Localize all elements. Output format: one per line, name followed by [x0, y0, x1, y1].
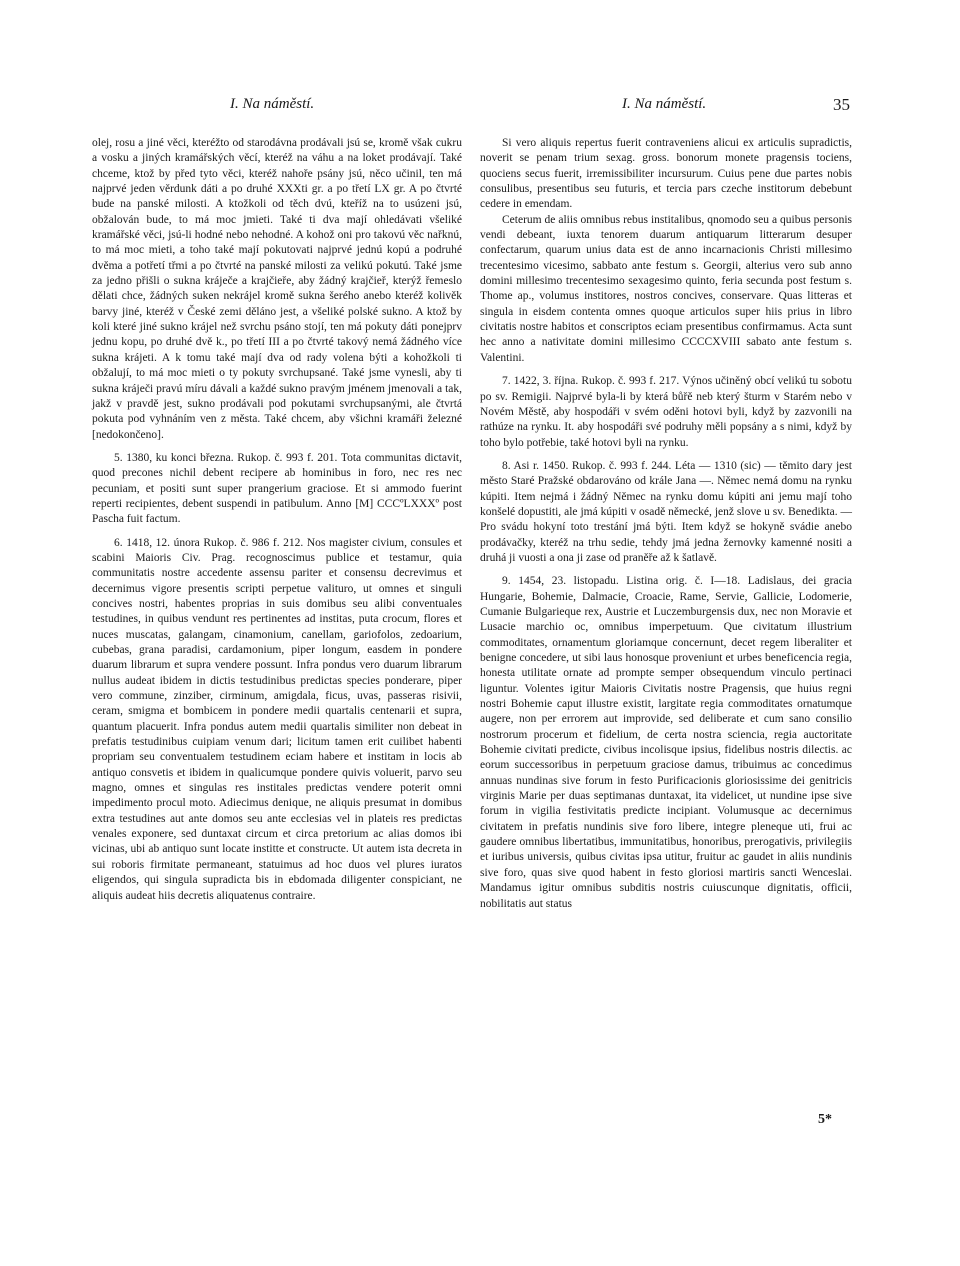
page-number: 35 — [833, 95, 850, 114]
left-column — [92, 136, 462, 904]
right-column — [480, 136, 852, 912]
entry-5: 5. 1380, ku konci března. Rukop. č. 993 f. 201. Tota communitas dictavit, quod precones nichil debent recipere ab hominibus in foro, nec res nec pecuniam, et positi sunt super prangerium graciose. Et si ammodo fuerint reperti recipientes, debent suspendi in patibulum. Anno [M] CCCºLXXXº post Pascha fuit factum. — [92, 451, 462, 526]
entry-6: 6. 1418, 12. února Rukop. č. 986 f. 212. Nos magister civium, consules et scabini Maioris Civ. Prag. recognoscimus publice et testamur, quia communitatis nostre accedente assensu pariter et consensu decrevimus et decernimus vigore presentis scripti perpetue valituro, ut omnes et singuli concives nostri, habentes proprias in suis domibus seu alibi conventuales testudines, in quibus vendunt res pertinentes ad institas, puta crocum, flores et nuces muscatas, galangam, cinamonium, canellam, gariofolos, zedoarium, cubebas, grana paradisi, cardamonium, piper longum, easdem in pondere duarum librarum et supra vendere possunt. Infra pondus vero duarum librarum nullus audeat ibidem in dictis testudinibus predictas species ponderare, piper vero commune, zinziber, cirminum, amigdala, ficus, uvas, passeras risivii, ceram, smigma et bombicem in pondere medii quartalis centenarii et supra, quantum placuerit. Infra pondus autem medii quartalis similiter non debeat in prefatis testudinibus cuipiam venum dari; licitum tamen erit cuilibet habenti propriam seu conventualem testudinem eciam habere et institam in locis ab antiquo consvetis et ibidem in qualicumque pondere quivis voluerit, parvo seu magno, omnes et singulas res institales predictas vendere poterit omni impedimento procul moto. Adiecimus denique, ne aliquis presumat in domibus extra testudines aut ante domos seu ante ecclesias vel in plateis res predictas venales exponere, sed duntaxat circum et circa pretorium ac alias domos ibi vicinas, ubi ab antiquo sunt locate institte et constructe. Ut autem ista decreta in sui roboris firmitate permaneant, statuimus ad hoc duos vel plures iuratos eligendos, qui singula supradicta bis in ebdomada diligenter conspiciant, ne aliquis audeat hiis decretis aliquatenus contraire. — [92, 536, 462, 902]
right-running-title: I. Na náměstí. — [622, 96, 707, 112]
left-running-title: I. Na náměstí. — [230, 96, 315, 112]
signature-mark: 5* — [818, 1112, 832, 1127]
entry-9: 9. 1454, 23. listopadu. Listina orig. č. I—18. Ladislaus, dei gracia Hungarie, Bohemie, Dalmacie, Croacie, Rame, Servie, Gallicie, Lodomerie, Cumanie Bulgarieque rex, Austrie et Luczemburgensis dux, nec non Moravie et Lusacie marchio oc, omnibus imperpetuum. Que civitatum illustrium commoditates, ornamentum gloriamque concernunt, decet regem liberaliter et benigne concedere, ut sibi laus honosque proveniunt et urbes beneficencia regia, honesta utilitate ornate ad prompte semper obsequendum vinculo pertinaci liguntur. Volentes igitur Maioris Civitatis nostre Pragensis, que huius regni nostri Bohemie caput illustre existit, largitate regia commoditates ornatumque augere, non per errorem aut improvide, sed deliberate et cum sano consilio nostrorum procerum et fidelium, de certa nostra sciencia, regia auctoritate Bohemie civitati predicte, civibus incolisque ipsius, fidelibus nostris dilectis. ac eorum successoribus in perpetuum graciose damus, tribuimus ac concedimus annuas nundinas sive forum in festo Purificacionis gloriosissime dei genitricis virginis Marie per duas septimanas duntaxat, ita videlicet, ut nundine ipse sive forum in vigilia festivitatis predicte incipiant. Volumusque ac decernimus civitatem in prefatis nundinis sive foro libere, integre pleneque uti, frui ac gaudere omnibus libertatibus, immunitatibus, honoribus, prerogativis, privilegiis et iuribus universis, quibus civitas ipsa utitur, fruitur ac gaudet in aliis nundinis sive foro, quas sive quod habent in festo gloriosi martiris sancti Wenceslai. Mandamus igitur omnibus subditis nostris cuiuscunque dignitatis, officii, nobilitatis aut status — [480, 575, 852, 910]
paragraph: Si vero aliquis repertus fuerit contraveniens alicui ex articulis supradictis, noverit se penam trium sexag. gross. bonorum monete pragensis tociens, quociens secus fuerit, irremissibiliter incursurum. Cuius pene due partes nobis consulibus, presentibus seu futuris, et tercia pars czeche institorum debebunt cedere in emendam. — [480, 137, 852, 211]
running-header — [0, 96, 960, 118]
paragraph: olej, rosu a jiné věci, kteréžto od starodávna prodávali jsú se, kromě však cukru a vosku a jiných kramářských věcí, kteréž na váhu a na loket prodávají. Také chceme, ktož by před tyto věci, kteréž nahoře psány jsú, něco učinil, ten má najprvé jeden věrdunk dáti a po druhé XXXti gr. a po třetí LX gr. A po čtvrté bude na panské milosti. A ktožkoli od těch dvú, kteříž na to usúzeni jsú, obžalován bude, to má moc jmieti. Také ti dva mají ohledávati všeliké kramářské věci, jsú-li hodné nebo nehodné. A kohož oni pro takovú věc nařknú, to má moc mieti, a toho také mají pokutovati najprvé jednú kopú a podruhé dvěma a potřetí třmi a po čtvrté na panské milosti za velikú pokutú. Také jsme za jedno přišli o sukna kráječe a krajčieře, aby žádný krajčieř, kterýž řemeslo dělati chce, žádných suken nekrájel kromě sukna šerého anebo kteréž kolivěk barvy jiné, kteréž v České zemi děláno jest, a všeliké polské sukno. A ktož by koli které jiné sukno krájel než svrchu psáno stojí, ten má pokuty dáti ponejprv jednu kopu, po druhé dvě k., po třetí III a po čtvrté takový nemá žádného více sukna krájeti. A k tomu také mají dva od rady volena býti a kohožkoli ti obžalují, to má moc mieti o ty pokuty svrchupsané. Také jsme vynesli, aby ti sukna kráječi pravú míru dávali a každé sukno pravým jménem jmenovali a tak, jakž v pravdě jest, sukno prodávali pod pokutami svrchupsanými, ale čtvrtá pokuta pod vyhnáním ven z města. Také chcem, aby všichni kramáři železné [nedokončeno]. — [92, 137, 462, 441]
paragraph: Ceterum de aliis omnibus rebus institalibus, qnomodo seu a quibus personis vendi debeant, iuxta tenorem duarum antiquarum litterarum desuper confectarum, quarum unius data est de anno incarnacionis Christi millesimo trecentesimo vicesimo, sabbato ante festum s. Georgii, alterius vero sub anno domini millesimo trecentesimo sexagesimo quinto, feria secunda post festum s. Thome ap., volumus institores, nostros concives, conservare. Quas litteras et singula in eisdem contenta omnes quoque articulos super hiis prius in libro civitatis nostre habitos et conscriptos eciam presentibus confirmamus. Acta sunt hec anno a nativitate domini millesimo CCCCXVIII sabato ante festum s. Valentini. — [480, 213, 852, 364]
entry-8: 8. Asi r. 1450. Rukop. č. 993 f. 244. Léta — 1310 (sic) — těmito dary jest město Staré Pražské obdarováno od krále Jana —. Němec nemá domu na rynku kúpiti. Item nejmá i žádný Němec na rynku domu kúpiti ani jemu mají toho konšelé dopustiti, ale jmá kúpiti v osadě německé, jenž slove u sv. Benedikta. — Pro svádu hokyní toto trestání jmá býti. Item když se hokyně svádie anebo prodávačky, kteréž na trhu sedie, tehdy jmá jedna žernovky kamenné nositi a druhá ji vuosti a ona ji zase od praněře až k šatlavě. — [480, 459, 852, 564]
entry-7: 7. 1422, 3. října. Rukop. č. 993 f. 217. Výnos učiněný obcí velikú tu sobotu po sv. Remigii. Najprvé byla-li by která bůřě neb který šturm v Starém nebo v Novém Městě, aby hospodáři v svém oděni hotovi byli, když by zazvonili na rathúze na rynku. It. aby hospodáři své podruhy měli popsány a s nimi, když by toho bylo potřebie, také hotovi byli na rynku. — [480, 375, 852, 449]
